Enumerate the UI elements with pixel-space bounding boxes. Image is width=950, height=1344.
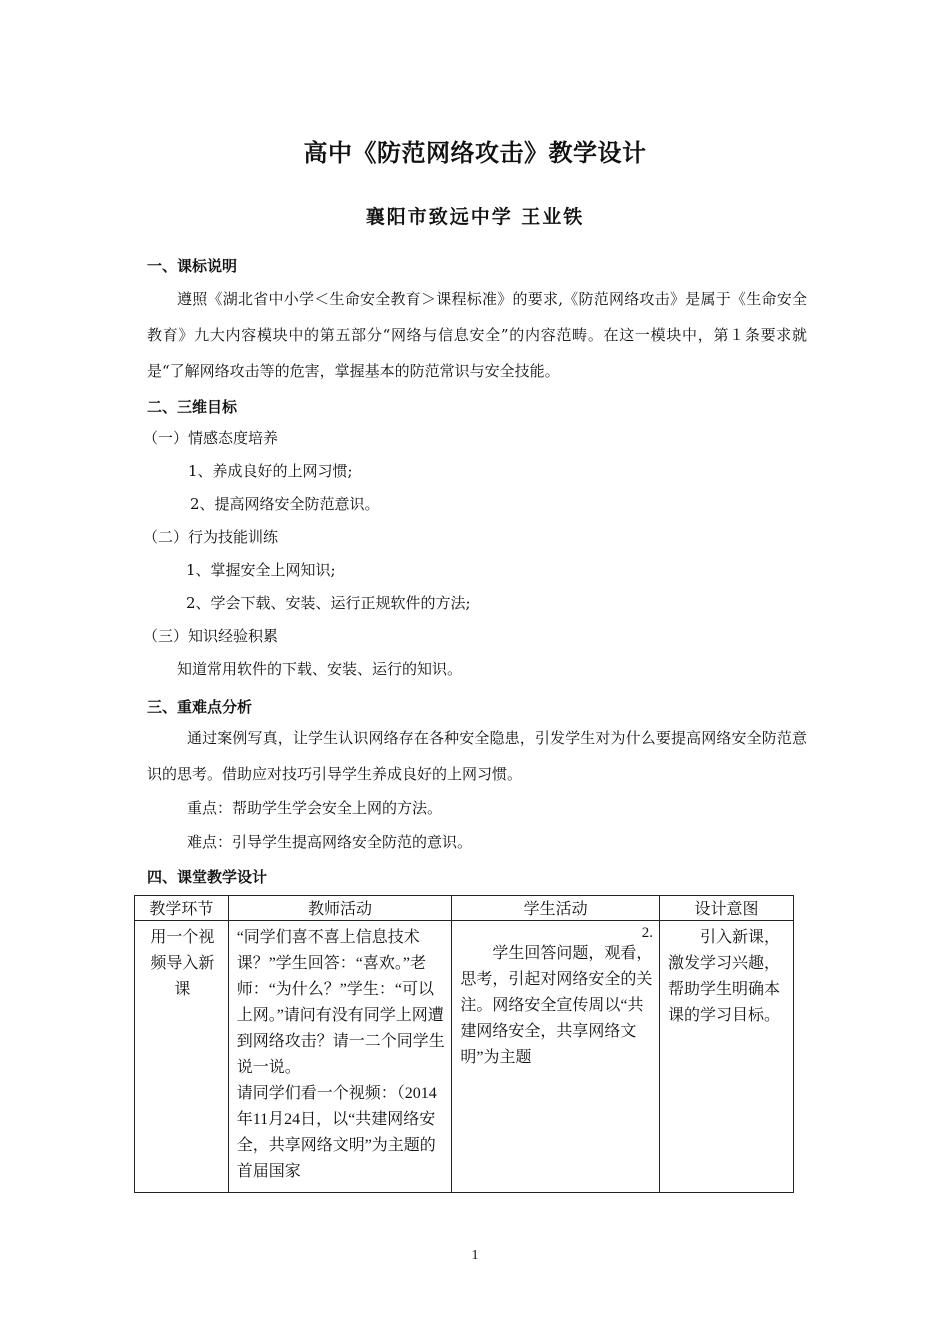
cell-section: 用一个视频导入新课 xyxy=(135,921,229,1193)
section-3-difficult-point: 难点：引导学生提高网络安全防范的意识。 xyxy=(187,833,473,851)
section-2-sub1: （一）情感态度培养 xyxy=(143,429,279,447)
table-row xyxy=(135,921,794,1193)
section-3-key-point: 重点：帮助学生学会安全上网的方法。 xyxy=(187,799,443,817)
student-activity-number: 2. xyxy=(641,925,653,941)
lesson-table xyxy=(134,895,794,1193)
section-2-sub2-item2: 2、学会下载、安装、运行正规软件的方法; xyxy=(186,594,471,612)
table-header-row xyxy=(135,896,794,921)
header-student-activity: 学生活动 xyxy=(452,896,660,921)
section-2-sub2: （二）行为技能训练 xyxy=(143,528,279,546)
section-2-sub3: （三）知识经验积累 xyxy=(143,627,279,645)
section-3-heading: 三、重难点分析 xyxy=(147,698,253,716)
design-intent-text: 引入新课，激发学习兴趣，帮助学生明确本课的学习目标。 xyxy=(667,929,780,1024)
page-number: 1 xyxy=(471,1248,479,1263)
document-title: 高中《防范网络攻击》教学设计 xyxy=(303,139,647,167)
section-2-sub1-item2: 2、提高网络安全防范意识。 xyxy=(190,495,380,513)
document-author: 襄阳市致远中学 王业铁 xyxy=(365,206,585,228)
section-2-heading: 二、三维目标 xyxy=(147,398,238,416)
header-section: 教学环节 xyxy=(135,896,229,921)
section-2-sub2-item1: 1、掌握安全上网知识; xyxy=(186,561,336,579)
section-1-heading: 一、课标说明 xyxy=(147,257,238,275)
header-design-intent: 设计意图 xyxy=(659,896,793,921)
teacher-activity-text-1: “同学们喜不喜上信息技术课？”学生回答：“喜欢。”老师：“为什么？”学生：“可以上网。”请问有没有同学上网遭到网络攻击？请一二个同学生说一说。 xyxy=(236,929,445,1076)
section-4-heading: 四、课堂教学设计 xyxy=(147,868,268,886)
cell-teacher-activity xyxy=(228,921,452,1193)
section-1-paragraph: 遵照《湖北省中小学＜生命安全教育＞课程标准》的要求,《防范网络攻击》是属于《生命安全教育》九大内容模块中的第五部分“网络与信息安全”的内容范畴。在这一模块中，第１条要求就是“了解网络攻击等的危害，掌握基本的防范常识与安全技能。 xyxy=(147,290,807,380)
cell-design-intent xyxy=(659,921,793,1193)
section-2-sub1-item1: 1、养成良好的上网习惯; xyxy=(188,462,353,480)
header-teacher-activity: 教师活动 xyxy=(228,896,452,921)
teacher-activity-text-2: 请同学们看一个视频：（2014年11月24日，以“共建网络安全，共享网络文明”为主题的首届国家 xyxy=(236,1085,437,1180)
student-activity-text: 学生回答问题，观看，思考，引起对网络安全的关注。网络安全宣传周以“共建网络安全，共享网络文明”为主题 xyxy=(460,945,653,1066)
section-2-sub3-item1: 知道常用软件的下载、安装、运行的知识。 xyxy=(177,660,463,678)
section-3-paragraph: 通过案例写真，让学生认识网络存在各种安全隐患，引发学生对为什么要提高网络安全防范意识的思考。借助应对技巧引导学生养成良好的上网习惯。 xyxy=(147,729,807,783)
cell-student-activity xyxy=(452,921,660,1193)
